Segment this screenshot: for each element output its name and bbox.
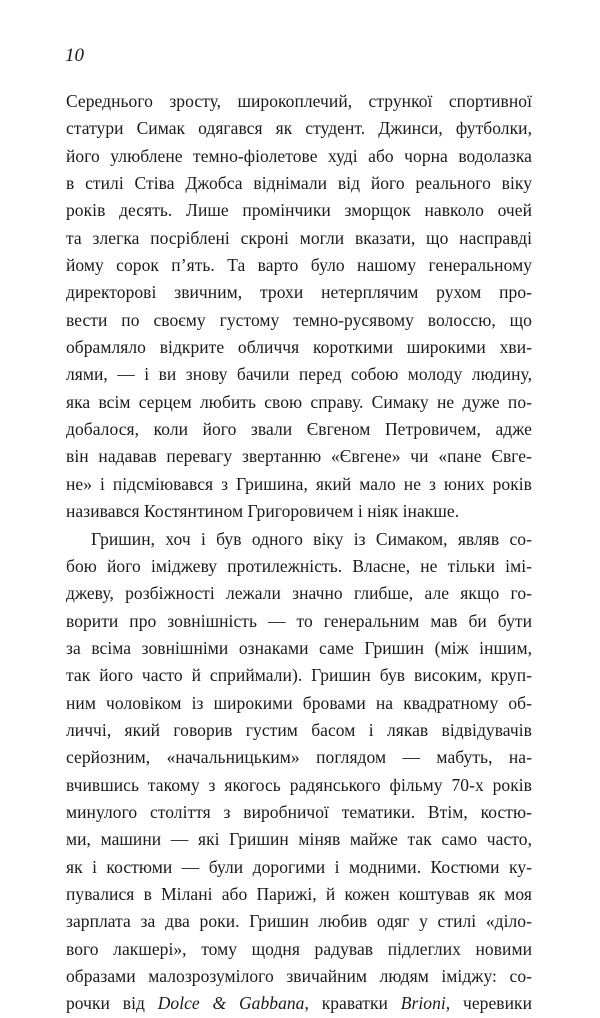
paragraph-2: [66, 526, 532, 1018]
text-line: яка всім серцем любить свою справу. Симаку не дуже по-: [66, 391, 532, 412]
text-fragment: , черевики: [445, 993, 532, 1014]
text-line: вчившись такому з якогось радянського фільму 70-х років: [66, 774, 532, 795]
text-line: Гришин, хоч і був одного віку із Симаком, являв со-: [91, 528, 532, 549]
text-line: директорові звичним, трохи нетерплячим рухом про-: [66, 282, 532, 303]
text-line: називався Костянтином Григоровичем і ніяк інакше.: [66, 501, 460, 522]
brand-name-italic: Brioni: [400, 993, 446, 1014]
text-line: личчі, який говорив густим басом і лякав відвідувачів: [66, 719, 532, 740]
paragraph-1: [66, 88, 532, 526]
brand-name-italic: Dolce & Gabbana: [157, 993, 305, 1014]
text-line: його улюблене темно-фіолетове худі або чорна водолазка: [66, 145, 532, 166]
text-line: як і костюми — були дорогими і модними. Костюми ку-: [66, 856, 532, 877]
text-line: образами малозрозумілого звичайним людям іміджу: со-: [66, 966, 532, 986]
text-line: серйозним, «начальницьким» поглядом — мабуть, на-: [66, 747, 532, 768]
text-fragment: рочки від: [66, 993, 158, 1014]
text-line: він надавав перевагу звертанню «Євгене» чи «пане Євге-: [66, 446, 532, 467]
text-line: зарплата за два роки. Гришин любив одяг у стилі «діло-: [66, 911, 532, 932]
text-line: лями, — і ви знову бачили перед собою молоду людину,: [66, 364, 532, 385]
text-line: так його часто й сприймали). Гришин був високим, круп-: [66, 665, 532, 686]
text-line: добалося, коли його звали Євгеном Петровичем, адже: [66, 419, 532, 440]
text-line: бою його іміджеву протилежність. Власне, не тільки імі-: [66, 555, 532, 576]
page-number: 10: [65, 45, 84, 66]
text-line: за всіма зовнішніми ознаками саме Гришин (між іншим,: [66, 637, 532, 658]
text-line: минулого століття з виробничої тематики. Втім, костю-: [66, 801, 532, 822]
text-line: вого лакшері», тому щодня радував підлеглих новими: [66, 938, 532, 959]
text-line: йому сорок п’ять. Та варто було нашому генеральному: [66, 255, 532, 276]
text-line: пувалися в Мілані або Парижі, й кожен коштував як моя: [66, 883, 532, 904]
text-fragment: , краватки: [304, 993, 401, 1014]
text-line: не» і підсміювався з Гришина, який мало не з юних років: [66, 473, 532, 494]
text-line: ми, машини — які Гришин міняв майже так само часто,: [66, 829, 532, 850]
text-line: обрамляло відкрите обличчя короткими широкими хви-: [66, 337, 532, 358]
text-line: та злегка посріблені скроні могли вказати, що насправді: [66, 227, 532, 248]
text-line-final: [66, 990, 532, 1017]
text-line: Середнього зросту, широкоплечий, стрункої спортивної: [66, 91, 532, 111]
text-line: статури Симак одягався як студент. Джинси, футболки,: [66, 118, 532, 139]
text-line: років десять. Лише промінчики зморщок навколо очей: [66, 200, 532, 221]
text-line: джеву, розбіжності лежали значно глибше, але якщо го-: [66, 583, 532, 604]
text-line: ворити про зовнішність — то генеральним мав би бути: [66, 610, 532, 631]
text-line: в стилі Стіва Джобса віднімали від його реального віку: [66, 173, 532, 194]
body-text: [66, 88, 532, 1018]
text-line: вести по своєму густому темно-русявому волоссю, що: [66, 309, 532, 330]
text-line: ним чоловіком із широкими бровами на квадратному об-: [66, 692, 532, 713]
